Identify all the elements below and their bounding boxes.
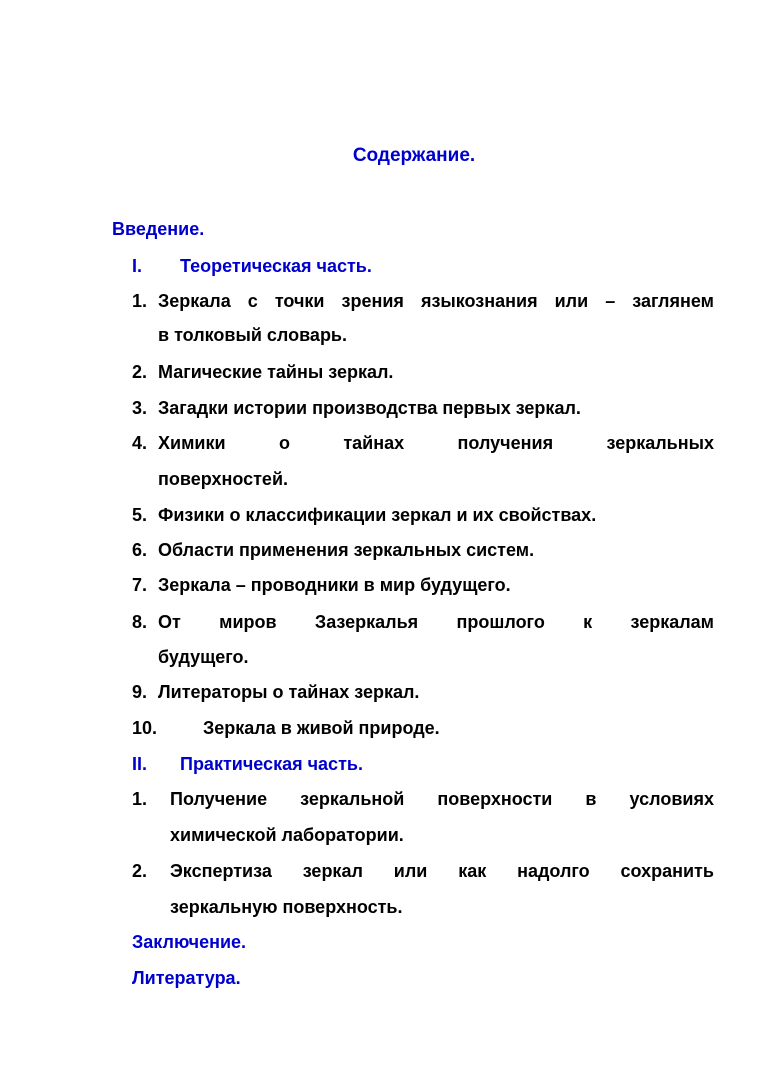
item-word: Получение [170,789,268,809]
item-number: 9. [132,682,148,702]
item-word: зеркальных [606,433,714,453]
part1-heading [0,251,768,281]
toc-item [0,286,768,316]
toc-item [0,428,768,458]
item-word: От [158,612,181,632]
toc-item [0,607,768,637]
item-word: заглянем [632,291,714,311]
item-word: как [458,861,487,881]
item-word: точки [274,291,325,311]
toc-item [0,535,768,565]
item-word: Экспертиза [170,861,272,881]
item-word: – [605,291,616,311]
toc-item [0,357,768,387]
literature-heading [0,963,768,993]
part2-label: Практическая часть. [180,754,363,774]
toc-item [0,856,768,886]
item-text: Загадки истории производства первых зеркал. [158,398,581,418]
item-word: или [393,861,428,881]
item-word: миров [219,612,277,632]
toc-item [0,677,768,707]
item-number: 3. [132,398,148,418]
conclusion-label: Заключение. [132,932,247,952]
toc-item [0,570,768,600]
item-word: зеркальной [300,789,405,809]
item-text [170,784,714,814]
item-word: зеркалам [630,612,714,632]
item-word: тайнах [343,433,405,453]
item-word: к [583,612,593,632]
part2-heading [0,749,768,779]
toc-item-continuation [0,892,768,922]
item-word: условиях [629,789,714,809]
item-text: Зеркала – проводники в мир будущего. [158,575,511,595]
toc-item-continuation [0,464,768,494]
conclusion-heading [0,927,768,957]
item-number: 7. [132,575,148,595]
item-word: Зазеркалья [314,612,419,632]
item-number: 2. [132,861,148,881]
item-text [158,286,714,316]
toc-item [0,393,768,423]
item-number: 1. [132,789,148,809]
item-word: с [247,291,258,311]
item-word: языкознания [420,291,538,311]
part1-number: I. [132,256,143,276]
item-text: Зеркала в живой природе. [203,718,440,738]
part1-label: Теоретическая часть. [180,256,372,276]
toc-item-continuation [0,820,768,850]
item-word: о [278,433,290,453]
item-number: 1. [132,291,148,311]
item-text-cont: зеркальную поверхность. [170,897,403,917]
item-text-cont: поверхностей. [158,469,289,489]
item-number: 2. [132,362,148,382]
toc-item-continuation [0,320,768,350]
item-text-cont: в толковый словарь. [158,325,347,345]
item-text [158,428,714,458]
item-number: 6. [132,540,148,560]
item-text: Магические тайны зеркал. [158,362,394,382]
item-number: 10. [132,718,158,738]
item-word: прошлого [456,612,545,632]
toc-item-continuation [0,642,768,672]
toc-item [0,500,768,530]
item-word: или [554,291,589,311]
item-text-cont: химической лаборатории. [170,825,404,845]
item-word: Химики [158,433,226,453]
item-word: в [585,789,597,809]
item-number: 5. [132,505,148,525]
item-word: сохранить [620,861,714,881]
literature-label: Литература. [132,968,241,988]
part2-number: II. [132,754,148,774]
item-text [158,607,714,637]
item-text: Литераторы о тайнах зеркал. [158,682,420,702]
item-word: зрения [341,291,404,311]
item-number: 4. [132,433,148,453]
item-word: зеркал [302,861,363,881]
item-text-cont: будущего. [158,647,249,667]
item-word: получения [457,433,554,453]
toc-item [0,784,768,814]
item-text [170,856,714,886]
page-title: Содержание. [352,145,476,166]
item-number: 8. [132,612,148,632]
item-text: Физики о классификации зеркал и их свойствах. [158,505,597,525]
item-word: надолго [517,861,590,881]
item-word: Зеркала [158,291,231,311]
intro-heading: Введение. [112,219,205,239]
item-text: Области применения зеркальных систем. [158,540,535,560]
item-word: поверхности [437,789,553,809]
toc-item [0,713,768,743]
